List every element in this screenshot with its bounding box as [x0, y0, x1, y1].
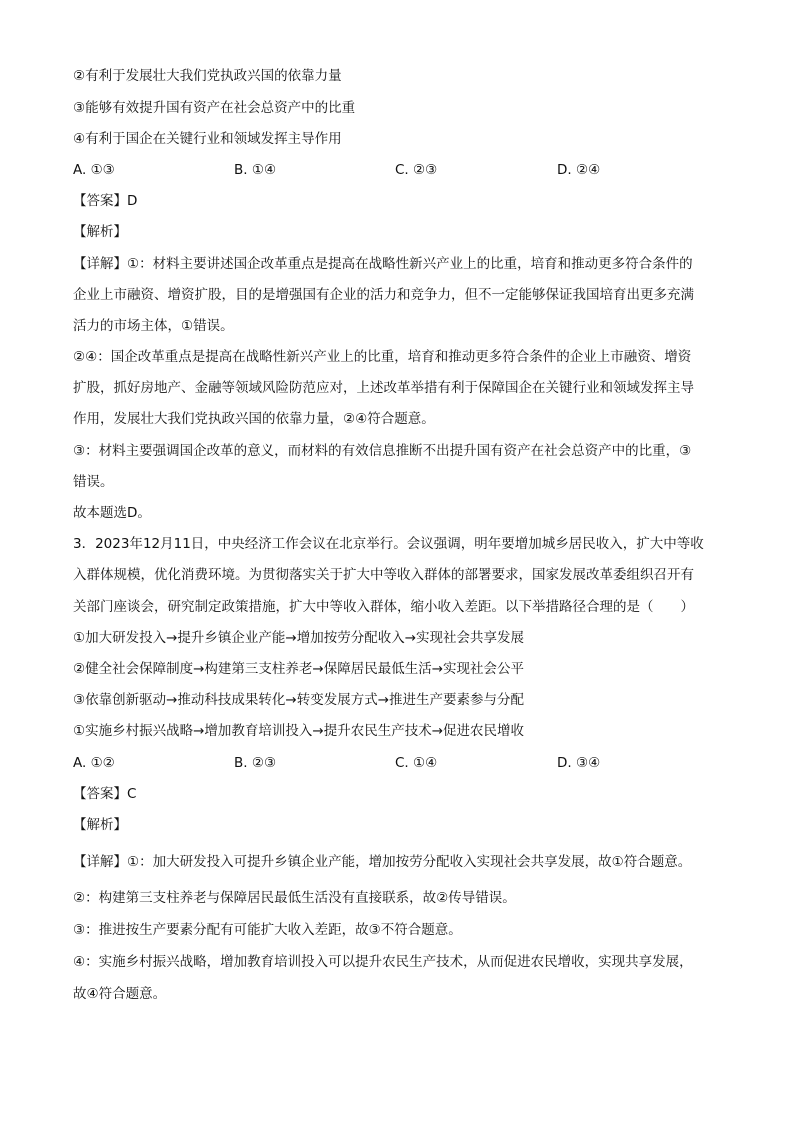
option-b: B. ①④	[234, 162, 277, 178]
conclusion: 故本题选D。	[73, 505, 151, 521]
statement-1: ①加大研发投入→提升乡镇企业产能→增加按劳分配收入→实现社会共享发展	[73, 630, 525, 646]
detail-line: 扩股，抓好房地产、金融等领域风险防范应对，上述改革举措有利于保障国企在关键行业和领域发挥主导	[73, 380, 694, 396]
detail-line: 故④符合题意。	[73, 986, 167, 1002]
detail-line: 企业上市融资、增资扩股，目的是增强国有企业的活力和竞争力，但不一定能够保证我国培育出更多充满	[73, 287, 694, 303]
question-stem: 关部门座谈会，研究制定政策措施，扩大中等收入群体，缩小收入差距。以下举措路径合理的是（ ）	[73, 599, 694, 615]
statement-3: ③依靠创新驱动→推动科技成果转化→转变发展方式→推进生产要素参与分配	[73, 692, 525, 708]
question-stem: 入群体规模，优化消费环境。为贯彻落实关于扩大中等收入群体的部署要求，国家发展改革委组织召开有	[73, 567, 694, 583]
option-a: A. ①②	[73, 755, 115, 771]
detail-line: ②④：国企改革重点是提高在战略性新兴产业上的比重，培育和推动更多符合条件的企业上市融资、增资	[73, 349, 692, 365]
statement-2: ②健全社会保障制度→构建第三支柱养老→保障居民最低生活→实现社会公平	[73, 661, 525, 677]
detail-line: ②：构建第三支柱养老与保障居民最低生活没有直接联系，故②传导错误。	[73, 890, 516, 906]
detail-line: 【详解】①：材料主要讲述国企改革重点是提高在战略性新兴产业上的比重，培育和推动更多符合条件的	[73, 256, 693, 272]
detail-line: 作用，发展壮大我们党执政兴国的依靠力量，②④符合题意。	[73, 411, 435, 427]
statement-3: ③能够有效提升国有资产在社会总资产中的比重	[73, 100, 356, 116]
option-d: D. ③④	[557, 755, 601, 771]
detail-line: ④：实施乡村振兴战略，增加教育培训投入可以提升农民生产技术，从而促进农民增收，实现共享发展，	[73, 954, 693, 970]
option-d: D. ②④	[557, 162, 601, 178]
statement-4: ④有利于国企在关键行业和领域发挥主导作用	[73, 131, 342, 147]
option-b: B. ②③	[234, 755, 277, 771]
detail-line: 【详解】①：加大研发投入可提升乡镇企业产能，增加按劳分配收入实现社会共享发展，故①符合题意。	[73, 854, 692, 870]
detail-line: ③：推进按生产要素分配有可能扩大收入差距，故③不符合题意。	[73, 922, 462, 938]
answer-label: 【答案】D	[73, 193, 138, 209]
answer-label: 【答案】C	[73, 786, 137, 802]
statement-2: ②有利于发展壮大我们党执政兴国的依靠力量	[73, 68, 342, 84]
statement-4: ①实施乡村振兴战略→增加教育培训投入→提升农民生产技术→促进农民增收	[73, 723, 525, 739]
option-a: A. ①③	[73, 162, 115, 178]
option-c: C. ①④	[395, 755, 438, 771]
question-stem: 3．2023年12月11日，中央经济工作会议在北京举行。会议强调，明年要增加城乡居民收入，扩大中等收	[73, 536, 704, 552]
detail-line: 错误。	[73, 474, 114, 490]
detail-line: 活力的市场主体，①错误。	[73, 318, 234, 334]
analysis-label: 【解析】	[73, 817, 127, 833]
analysis-label: 【解析】	[73, 224, 127, 240]
detail-line: ③：材料主要强调国企改革的意义，而材料的有效信息推断不出提升国有资产在社会总资产中的比重，③	[73, 443, 692, 459]
option-c: C. ②③	[395, 162, 438, 178]
